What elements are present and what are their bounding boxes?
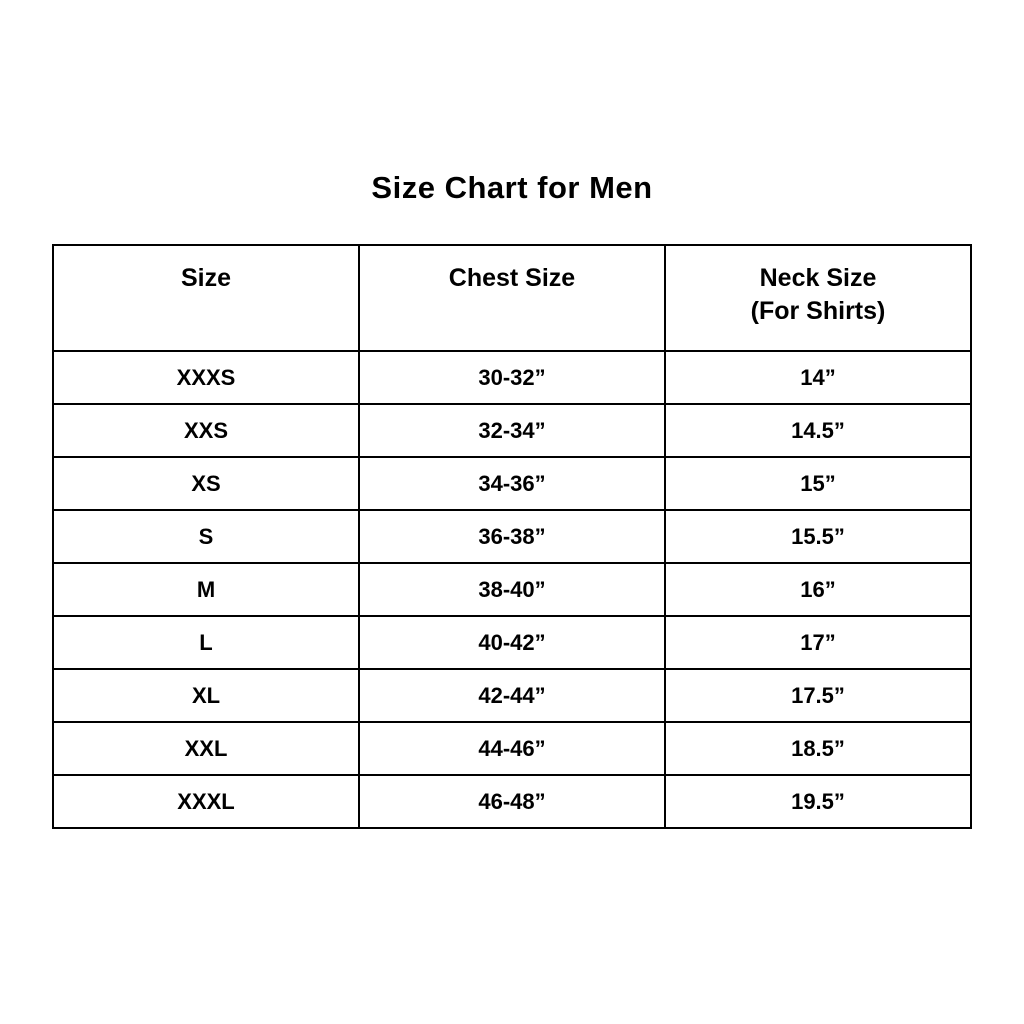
neck-cell: 14.5” — [665, 404, 971, 457]
size-cell: XXL — [53, 722, 359, 775]
chest-cell: 42-44” — [359, 669, 665, 722]
neck-cell: 15.5” — [665, 510, 971, 563]
chest-cell: 46-48” — [359, 775, 665, 828]
table-row — [53, 775, 971, 828]
neck-cell: 14” — [665, 351, 971, 404]
table-row — [53, 722, 971, 775]
column-header-size-label: Size — [180, 264, 232, 292]
table-header — [53, 245, 971, 351]
neck-cell: 18.5” — [665, 722, 971, 775]
neck-cell: 17.5” — [665, 669, 971, 722]
neck-cell: 19.5” — [665, 775, 971, 828]
size-chart-table — [52, 244, 972, 829]
table-row — [53, 616, 971, 669]
page-title: Size Chart for Men — [371, 170, 653, 205]
size-cell: S — [53, 510, 359, 563]
chest-cell: 40-42” — [359, 616, 665, 669]
table-body — [53, 351, 971, 828]
table-row — [53, 457, 971, 510]
table-row — [53, 510, 971, 563]
column-header-neck-sublabel: (For Shirts) — [750, 297, 886, 325]
chest-cell: 38-40” — [359, 563, 665, 616]
size-cell: L — [53, 616, 359, 669]
chest-cell: 36-38” — [359, 510, 665, 563]
neck-cell: 17” — [665, 616, 971, 669]
neck-cell: 16” — [665, 563, 971, 616]
size-cell: M — [53, 563, 359, 616]
chest-cell: 32-34” — [359, 404, 665, 457]
table-row — [53, 563, 971, 616]
header-row — [53, 245, 971, 351]
column-header-neck-label: Neck Size — [759, 264, 877, 292]
column-header-chest-size — [359, 245, 665, 351]
size-cell: XXS — [53, 404, 359, 457]
size-cell: XS — [53, 457, 359, 510]
table-row — [53, 404, 971, 457]
neck-cell: 15” — [665, 457, 971, 510]
size-cell: XXXL — [53, 775, 359, 828]
column-header-chest-label: Chest Size — [448, 264, 576, 292]
chest-cell: 30-32” — [359, 351, 665, 404]
size-cell: XXXS — [53, 351, 359, 404]
column-header-neck-size — [665, 245, 971, 351]
column-header-size — [53, 245, 359, 351]
table-row — [53, 351, 971, 404]
chest-cell: 44-46” — [359, 722, 665, 775]
table-row — [53, 669, 971, 722]
chest-cell: 34-36” — [359, 457, 665, 510]
size-cell: XL — [53, 669, 359, 722]
